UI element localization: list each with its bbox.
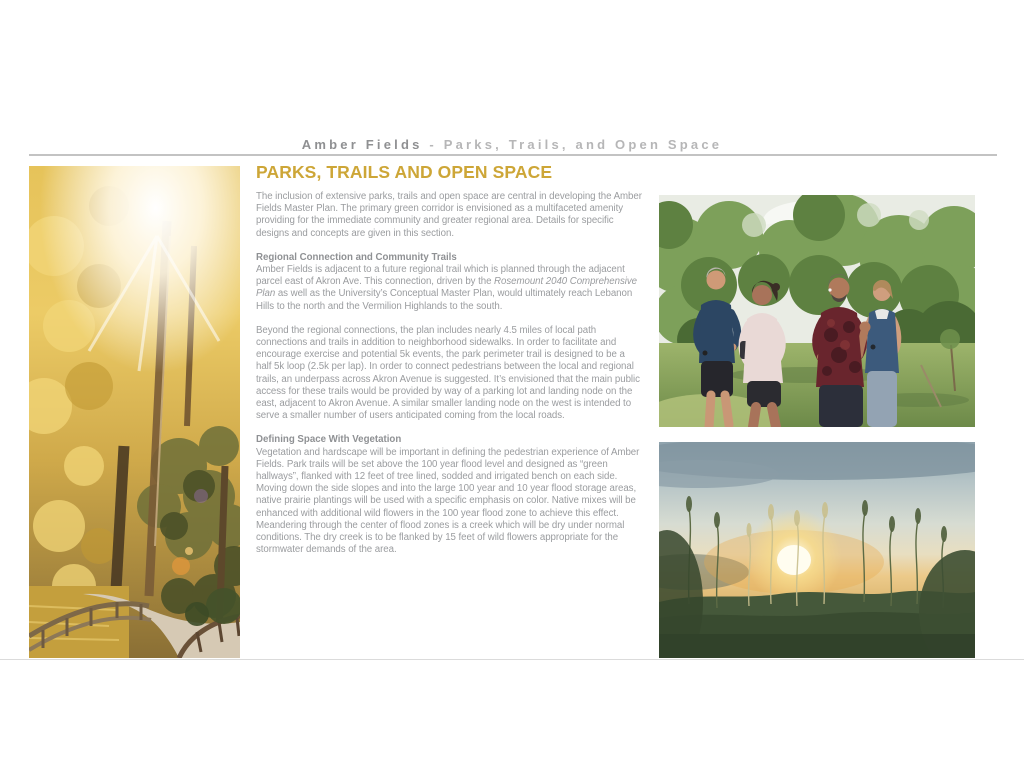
page-bottom-rule — [0, 659, 1024, 660]
section-heading-regional-connection: Regional Connection and Community Trails — [256, 251, 457, 263]
section-heading-vegetation: Defining Space With Vegetation — [256, 434, 402, 446]
page-kicker — [0, 137, 1024, 152]
body-text-column — [256, 162, 642, 568]
regional-paragraph-2: Beyond the regional connections, the plan includes nearly 4.5 miles of local path connections and trails in addition to neighborhood sidewalks. In order to facilitate and encourage exercise and potential 5k events, the park perimeter trail is designed to be a half 5k loop (2.5k per lap). In order to connect pedestrians between the local and regional trails, an underpass across Akron Avenue is suggested. It’s envisioned that the main public access for these trails would be provided by way of a parking lot and landing node on the east, adjacent to Akron Avenue. A similar smaller landing node on the west is intended to serve a smaller number of users anticipated coming from the local roads. — [256, 324, 640, 422]
kicker-project-name: Amber Fields — [301, 137, 423, 152]
autumn-boardwalk-photo — [29, 166, 240, 658]
joggers-photo — [659, 195, 975, 427]
header-rule — [29, 154, 997, 156]
regional-p1-text: Amber Fields is adjacent to a future regional trail which is planned through the adjacent parcel east of Akron Ave. This connection, driven by the — [256, 264, 625, 288]
intro-paragraph: The inclusion of extensive parks, trails and open space are central in developing the Amber Fields Master Plan. The primary green corridor is envisioned as a multifaceted amenity providing for the immediate community and greater regional area. Details for specific designs and concepts are given in this section. — [256, 191, 642, 239]
regional-paragraph-1 — [256, 264, 642, 313]
autumn-boardwalk-illustration — [29, 166, 240, 658]
joggers-illustration — [659, 195, 975, 427]
sunset-meadow-photo — [659, 442, 975, 658]
vegetation-paragraph: Vegetation and hardscape will be important in defining the pedestrian experience of Amber Fields. Park trails will be set above the 100 year flood level and designed as “green hallways”, flanked with 12 feet of tree lined, sodded and irrigated bench on each side. Moving down the side slopes and into the large 100 year and 10 year flood storage areas, native prairie plantings will be used with a specific emphasis on color. Native mixes will be enhanced with additional wild flowers in the 100 year flood zone to achieve this effect. Meandering through the center of flood zones is a creek which will be dry under normal conditions. The dry creek is to be flanked by 15 feet of wild flowers appropriate for the stormwater demands of the area. — [256, 446, 640, 556]
page-title: PARKS, TRAILS AND OPEN SPACE — [256, 162, 553, 182]
regional-p1-text-after: as well as the University’s Conceptual Master Plan, would ultimately reach Lebanon Hills to the north and the Vermilion Highlands to the south. — [256, 288, 633, 312]
kicker-section-name: - Parks, Trails, and Open Space — [422, 137, 723, 152]
regional-p1-italic-plan-name: Rosemount 2040 Comprehensive Plan — [256, 276, 637, 300]
sunset-meadow-illustration — [659, 442, 975, 658]
